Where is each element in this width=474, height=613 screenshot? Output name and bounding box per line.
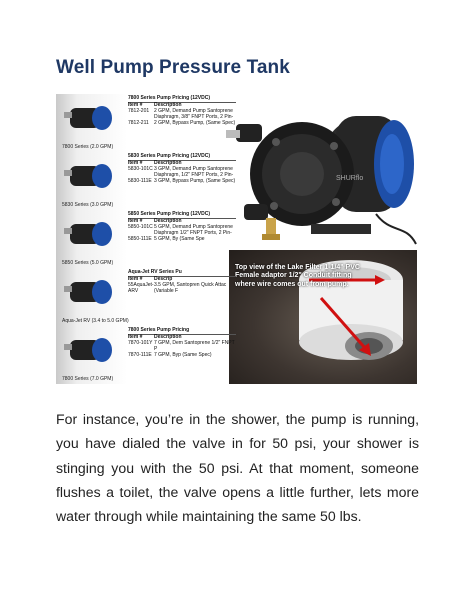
col-item: Item # xyxy=(128,217,143,224)
pricing-row xyxy=(128,109,236,120)
part-description: 5 GPM, Demand Pump Santoprene Diaphragm 1/2" FNPT Ports, 2 Pin- xyxy=(154,224,233,236)
pricing-heading: 7800 Series Pump Pricing xyxy=(128,328,236,335)
part-number: 7870-111E xyxy=(128,352,152,359)
pump-composite-image xyxy=(56,94,417,384)
part-number: 7870-101Y xyxy=(128,340,153,347)
part-description: 3 GPM, Demand Pump Santoprene Diaphragm, 1/2" FNPT Ports, 2 Pin- xyxy=(154,166,234,178)
pricing-heading: 7800 Series Pump Pricing (12VDC) xyxy=(128,96,236,103)
pump-caption: 5850 Series (5.0 GPM) xyxy=(62,260,114,266)
part-number: 5850-111E xyxy=(128,236,152,243)
pricing-row xyxy=(128,121,236,127)
col-item: Item # xyxy=(128,333,143,340)
page-title: Well Pump Pressure Tank xyxy=(56,57,290,78)
pricing-row xyxy=(128,225,236,236)
pricing-table xyxy=(128,96,236,127)
pricing-row xyxy=(128,283,236,294)
part-description: 3.5 GPM, Santopren Quick Attac (Variable F xyxy=(154,282,227,294)
svg-text:SHURflo: SHURflo xyxy=(336,175,364,182)
part-description: 7 GPM, Byp (Same Spec) xyxy=(154,352,212,359)
pricing-heading: 5830 Series Pump Pricing (12VDC) xyxy=(128,154,236,161)
catalog-block-5850 xyxy=(56,210,234,268)
pump-caption: 7800 Series (2.0 GPM) xyxy=(62,144,114,150)
diaphragm-pump-photo xyxy=(216,94,417,252)
pump-thumbnail xyxy=(62,98,124,138)
part-number: 7812-201 xyxy=(128,108,150,115)
pricing-heading: Aqua-Jet RV Series Pu xyxy=(128,270,236,277)
part-number: 7812-211 xyxy=(128,120,149,127)
pricing-row xyxy=(128,237,236,243)
col-description: Descrip xyxy=(154,275,173,282)
pump-thumbnail xyxy=(62,272,124,312)
pricing-row xyxy=(128,353,236,359)
catalog-block-5830 xyxy=(56,152,234,210)
pricing-table xyxy=(128,328,236,359)
pricing-table xyxy=(128,212,236,243)
pricing-heading: 5850 Series Pump Pricing (12VDC) xyxy=(128,212,236,219)
filter-caption: Top view of the Lake Filter 1-1/4" PVC Female adaptor 1/2" Conduit fitting where wire comes out from pump. xyxy=(235,264,360,288)
body-paragraph: For instance, you’re in the shower, the pump is running, you have dialed the valve in for 50 psi, your shower is stinging you with the 50 psi. At that moment, someone flushes a toilet, the valve opens a little further, lets more water through while maintaining the same 50 lbs. xyxy=(56,411,419,525)
part-number: 55AquaJet-ARV xyxy=(128,282,154,294)
catalog-block-aquajet xyxy=(56,268,234,326)
col-item: Item # xyxy=(128,159,143,166)
part-description: 3 GPM, Bypass Pump, (Same Spec) xyxy=(154,178,236,185)
catalog-block-7800-2gpm xyxy=(56,94,234,152)
pump-thumbnail xyxy=(62,330,124,370)
col-item: Item # xyxy=(128,101,143,108)
part-description: 2 GPM, Bypass Pump, (Same Spec) xyxy=(154,120,236,127)
pricing-table xyxy=(128,154,236,185)
pricing-table xyxy=(128,270,236,294)
col-description: Description xyxy=(154,101,182,108)
pricing-row xyxy=(128,179,236,185)
col-description: Description xyxy=(154,333,182,340)
part-description: 7 GPM, Dem Santoprene 1/2" FNPT P xyxy=(154,340,235,352)
col-description: Description xyxy=(154,159,182,166)
col-description: Description xyxy=(154,217,182,224)
pump-caption: 7800 Series (7.0 GPM) xyxy=(62,376,114,382)
part-description: 5 GPM, By (Same Spe xyxy=(154,236,205,243)
pump-caption: Aqua-Jet RV (3.4 to 5.0 GPM) xyxy=(62,318,129,324)
part-number: 5830-111E xyxy=(128,178,152,185)
pump-thumbnail xyxy=(62,156,124,196)
part-description: 2 GPM, Demand Pump Santoprene Diaphragm, 3/8" FNPT Ports, 2 Pin- xyxy=(154,108,234,120)
col-item: Item # xyxy=(128,275,143,282)
lake-filter-photo xyxy=(229,250,417,384)
catalog-block-7800-7gpm xyxy=(56,326,234,384)
pricing-row xyxy=(128,341,236,352)
pricing-row xyxy=(128,167,236,178)
part-number: 5850-101C xyxy=(128,224,153,231)
pump-caption: 5830 Series (3.0 GPM) xyxy=(62,202,114,208)
pump-thumbnail xyxy=(62,214,124,254)
part-number: 5830-101C xyxy=(128,166,153,173)
